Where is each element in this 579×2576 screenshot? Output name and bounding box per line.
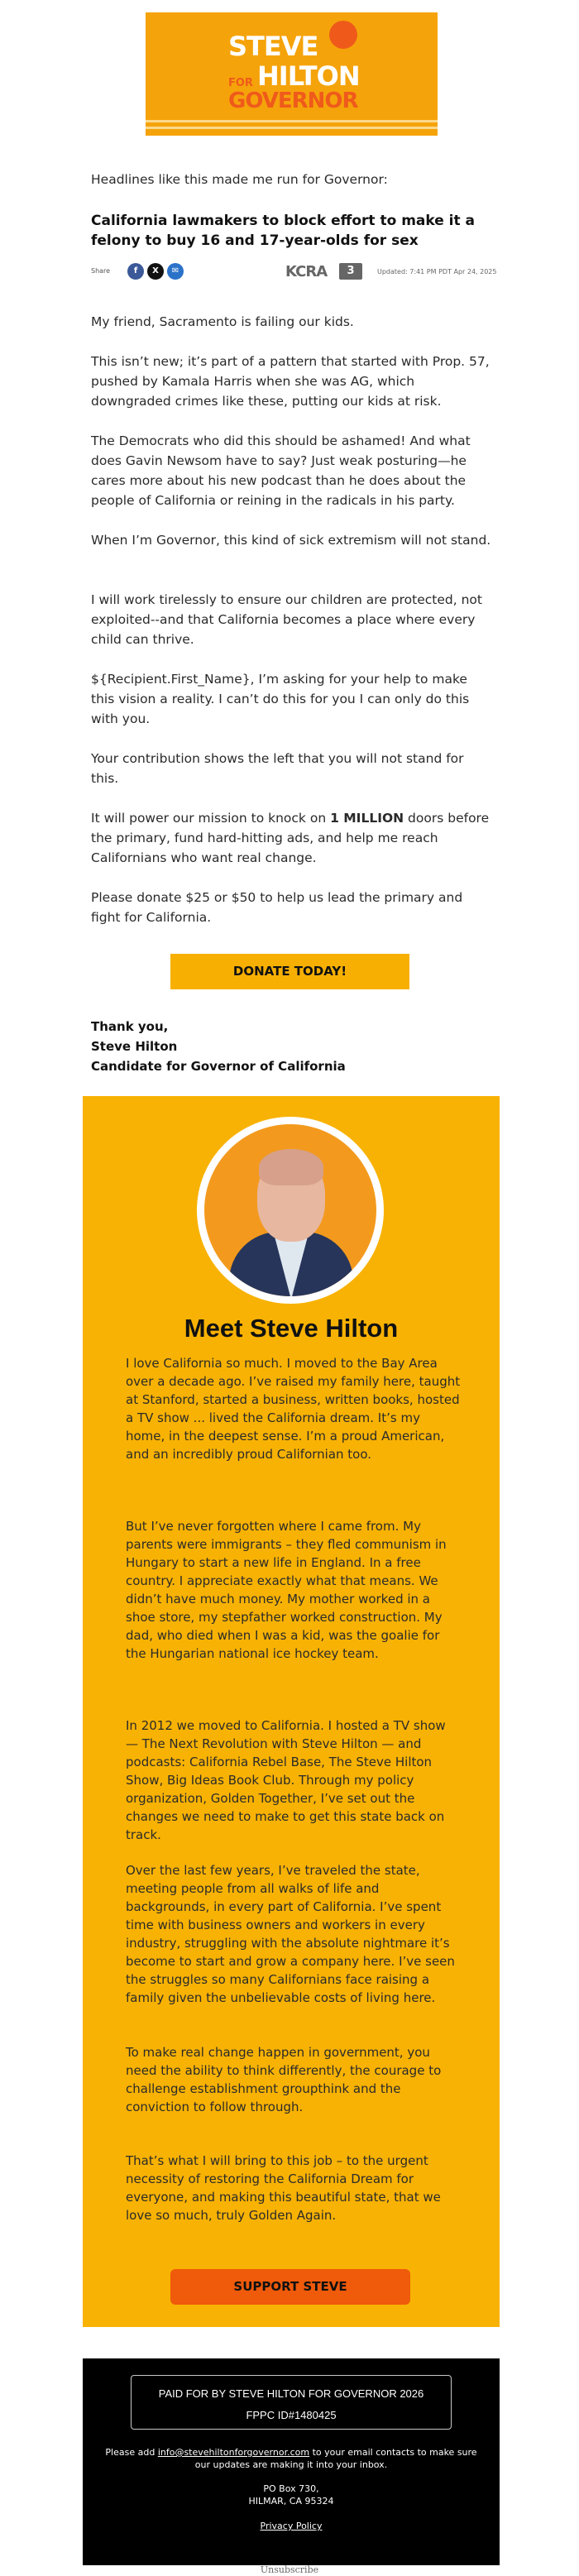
logo-hilton: HILTON [257,60,360,92]
campaign-logo [146,12,438,136]
headline-intro: Headlines like this made me run for Governor: [91,172,388,187]
donation-ask: Please donate $25 or $50 to help us lead the primary and fight for California. [91,890,463,925]
footer [83,2358,500,2565]
paragraph: ${Recipient.First_Name}, I’m asking for your help to make this vision a reality. I can’t do this for you I can only do this with you. [91,672,470,726]
paragraph: When I’m Governor, this kind of sick extremism will not stand. [91,533,491,548]
signoff [91,1017,422,1076]
paragraph: Your contribution shows the left that you will not stand for this. [91,751,464,786]
paragraph: I will work tirelessly to ensure our children are protected, not exploited--and that California becomes a place where every child can thrive. [91,592,482,647]
privacy-policy-link[interactable]: Privacy Policy [260,2521,323,2531]
bio-paragraph: To make real change happen in government, you need the ability to think differently, the courage to challenge establishment groupthink and the conviction to follow through. [126,2045,442,2114]
donate-button[interactable]: DONATE TODAY! [170,954,409,989]
x-icon[interactable]: X [147,263,164,280]
bio-paragraph: In 2012 we moved to California. I hosted a TV show — The Next Revolution with Steve Hilton — and podcasts: California Rebel Base, The Steve Hilton Show, Big Ideas Book Club. Through my policy organization, Golden Together, I’ve set out the changes we need to make to get this state back on track. [126,1718,446,1842]
kcra-logo: KCRA [285,263,328,280]
photo-head [259,1149,323,1185]
logo-for: FOR [228,77,253,89]
kcra-channel: 3 [339,263,362,280]
million-emphasis: 1 MILLION [330,811,404,826]
bio-paragraph: But I’ve never forgotten where I came from. My parents were immigrants – they fled communism in Hungary to start a new life in England. In a free country. I appreciate exactly what that means. We didn’t have much money. My mother worked in a shoe store, my stepfather worked construction. My dad, who died when I was a kid, was the goalie for the Hungarian national ice hockey team. [126,1519,447,1661]
logo-stripe [146,127,438,129]
paragraph: The Democrats who did this should be ashamed! And what does Gavin Newsom have to say? Just weak posturing—he cares more about his new podcast than he does about the people of California or reining in the radicals in his party. [91,433,471,508]
article-headline[interactable]: California lawmakers to block effort to make it a felony to buy 16 and 17-year-olds for sex [91,213,476,249]
article-share-row [91,263,534,281]
logo-steve: STEVE [228,31,318,62]
email-icon[interactable]: ✉ [167,263,184,280]
unsubscribe-link[interactable]: Unsubscribe [260,2564,319,2575]
avatar-frame [197,1117,384,1304]
bio-section [83,1096,500,2327]
signoff-thanks: Thank you, [91,1019,169,1034]
add-contact-note: Please add info@stevehiltonforgovernor.com to your email contacts to make sure our updates are making it into your inbox. [105,2447,477,2470]
article-updated: Updated: 7:41 PM PDT Apr 24, 2025 [377,268,497,275]
address-line-2: HILMAR, CA 95324 [248,2496,334,2507]
address-line-1: PO Box 730, [263,2483,319,2494]
signoff-title: Candidate for Governor of California [91,1059,346,1074]
fppc-id: FPPC ID#1480425 [246,2409,337,2421]
paragraph: My friend, Sacramento is failing our kids. [91,314,354,329]
mission-paragraph: It will power our mission to knock on 1 MILLION doors before the primary, fund hard-hitting ads, and help me reach Californians who want real change. [91,811,490,865]
facebook-icon[interactable]: f [127,263,144,280]
paragraph: This isn’t new; it’s part of a pattern that started with Prop. 57, pushed by Kamala Harris when she was AG, which downgraded crimes like these, putting our kids at risk. [91,354,490,409]
bio-title: Meet Steve Hilton [184,1314,399,1343]
logo-stripe [146,120,438,122]
signoff-name: Steve Hilton [91,1039,178,1054]
candidate-photo [204,1124,376,1296]
bio-paragraph: That’s what I will bring to this job – to the urgent necessity of restoring the California Dream for everyone, and making this beautiful state, that we love so much, truly Golden Again. [126,2153,441,2223]
logo-governor: GOVERNOR [228,89,358,113]
share-label: Share [91,267,111,275]
bio-paragraph: I love California so much. I moved to the Bay Area over a decade ago. I’ve raised my family here, taught at Stanford, started a business, written books, hosted a TV show ... lived the California dream. It’s my home, in the deepest sense. I’m a proud American, and an incredibly proud Californian too. [126,1356,461,1462]
contact-email-link[interactable]: info@stevehiltonforgovernor.com [157,2447,310,2458]
bio-paragraph: Over the last few years, I’ve traveled the state, meeting people from all walks of life and backgrounds, in every part of California. I’ve spent time with business owners and workers in every industry, struggling with the absolute nightmare it’s become to start and grow a company here. I’ve seen the struggles so many Californians face raising a family given the unbelievable costs of living here. [126,1863,455,2005]
paid-for-box [131,2375,452,2430]
sun-circle-icon [329,21,357,49]
paid-for-text: PAID FOR BY STEVE HILTON FOR GOVERNOR 2026 [158,2387,424,2400]
support-steve-button[interactable]: SUPPORT STEVE [170,2269,410,2305]
